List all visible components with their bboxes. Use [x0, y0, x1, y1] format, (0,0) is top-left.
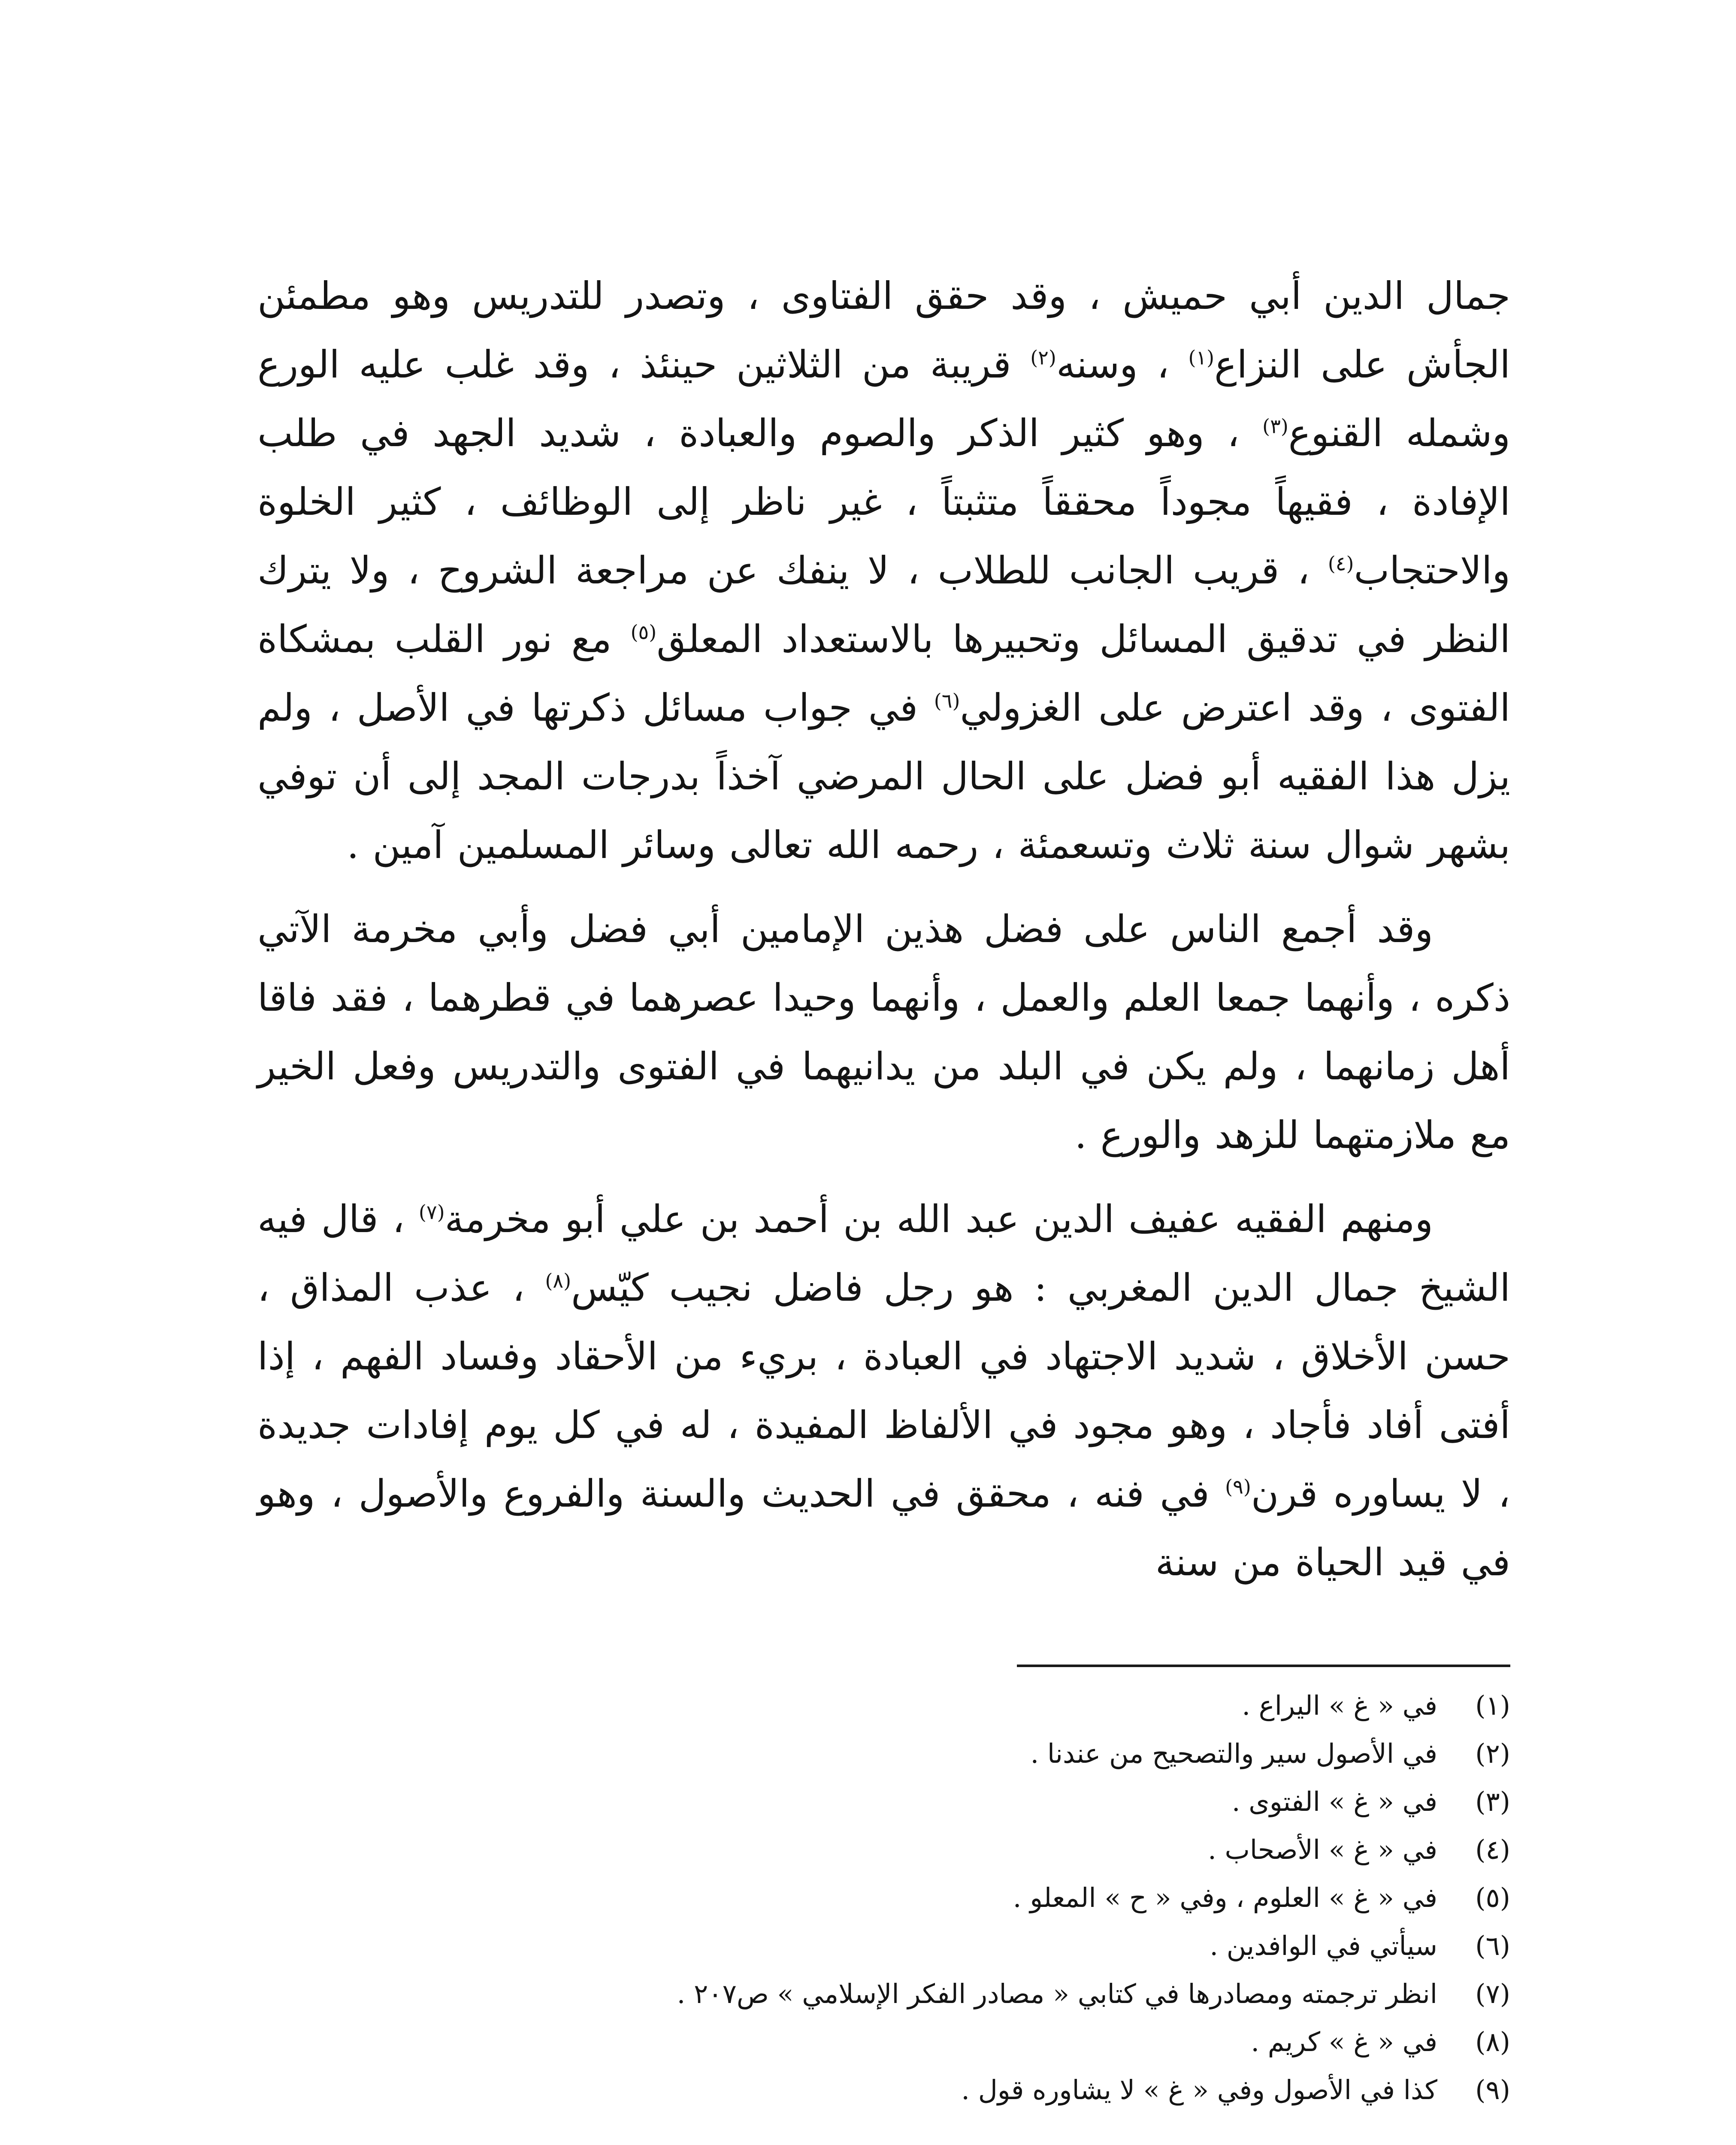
footnote-text: في « غ » اليراع . — [1242, 1690, 1437, 1721]
footnote-item — [257, 1826, 1510, 1874]
paragraph-text: ومنهم الفقيه عفيف الدين عبد الله بن أحمد بن علي أبو مخرمة — [445, 1197, 1434, 1241]
footnote-number: (١) — [1475, 1690, 1510, 1721]
paragraph-text: في جواب مسائل ذكرتها في الأصل ، ولم يزل هذا الفقيه أبو فضل على الحال المرضي آخذاً بدرجات المجد إلى أن توفي بشهر شوال سنة ثلاث وتسعمئة ، رحمه الله تعالى وسائر المسلمين آمين . — [257, 686, 1510, 867]
footnote-reference: (٦) — [934, 689, 960, 713]
footnote-item — [257, 1778, 1510, 1826]
footnote-reference: (٨) — [545, 1269, 572, 1293]
footnote-reference: (٧) — [418, 1200, 445, 1224]
paragraph — [257, 895, 1510, 1169]
paragraph-text: ، قريب الجانب للطلاب ، لا ينفك عن مراجعة الشروح ، ولا يترك النظر في تدقيق المسائل وتحبيرها بالاستعداد المعلق — [257, 548, 1510, 661]
footnote-reference: (٩) — [1225, 1475, 1251, 1498]
footnote-reference: (٣) — [1262, 414, 1288, 438]
footnote-reference: (٥) — [630, 620, 657, 644]
paragraph — [257, 1185, 1510, 1597]
footnote-text: كذا في الأصول وفي « غ » لا يشاوره قول . — [961, 2074, 1437, 2106]
paragraph-text: وقد أجمع الناس على فضل هذين الإمامين أبي فضل وأبي مخرمة الآتي ذكره ، وأنهما جمعا العلم والعمل ، وأنهما وحيدا عصرهما في قطرهما ، فقد فاقا أهل زمانهما ، ولم يكن في البلد من يدانيهما في الفتوى والتدريس وفعل الخير مع ملازمتهما للزهد والورع . — [257, 907, 1511, 1157]
footnote-text: في « غ » كريم . — [1251, 2026, 1437, 2057]
paragraph-text: ، قال فيه الشيخ جمال الدين المغربي : هو رجل فاضل نجيب كيّس — [257, 1197, 1510, 1310]
footnote-item — [257, 1730, 1510, 1778]
footnote-number: (٧) — [1475, 1978, 1510, 2009]
paragraph-text: في فنه ، محقق في الحديث والسنة والفروع والأصول ، وهو في قيد الحياة من سنة — [257, 1471, 1510, 1584]
footnote-item — [257, 2018, 1510, 2066]
footnote-text: في « غ » العلوم ، وفي « ح » المعلو . — [1013, 1882, 1437, 1913]
footnote-item — [257, 1682, 1510, 1730]
paragraph-text: ، وهو كثير الذكر والصوم والعبادة ، شديد الجهد في طلب الإفادة ، فقيهاً مجوداً محققاً متثبتاً ، غير ناظر إلى الوظائف ، كثير الخلوة والاحتجاب — [257, 411, 1510, 592]
paragraph-text: ، عذب المذاق ، حسن الأخلاق ، شديد الاجتهاد في العبادة ، بريء من الأحقاد وفساد الفهم ، إذا أفتى أفاد فأجاد ، وهو مجود في الألفاظ المفيدة ، له في كل يوم إفادات جديدة ، لا يساوره قرن — [257, 1266, 1510, 1516]
paragraph-text: مع نور القلب بمشكاة الفتوى ، وقد اعترض على الغزولي — [257, 617, 1510, 730]
footnote-number: (٨) — [1475, 2026, 1510, 2057]
footnote-item — [257, 2066, 1510, 2114]
footnote-reference: (٤) — [1328, 552, 1354, 575]
paragraph-text: ، وسنه — [1056, 342, 1189, 387]
footnote-item — [257, 1874, 1510, 1922]
footnote-text: في « غ » الفتوى . — [1231, 1786, 1437, 1817]
footnote-reference: (١) — [1188, 346, 1215, 369]
footnote-divider — [1017, 1665, 1510, 1667]
footnote-text: في الأصول سير والتصحيح من عندنا . — [1030, 1738, 1437, 1769]
footnote-text: سيأتي في الوافدين . — [1210, 1930, 1437, 1961]
paragraph-text: جمال الدين أبي حميش ، وقد حقق الفتاوى ، وتصدر للتدريس وهو مطمئن الجأش على النزاع — [257, 274, 1510, 387]
footnote-number: (٦) — [1475, 1930, 1510, 1961]
footnote-number: (٣) — [1475, 1786, 1510, 1817]
footnotes-list — [257, 1682, 1510, 2114]
footnote-item — [257, 1970, 1510, 2018]
main-text — [257, 262, 1510, 1597]
footnote-number: (٤) — [1475, 1834, 1510, 1865]
footnote-number: (٥) — [1475, 1882, 1510, 1913]
footnote-text: انظر ترجمته ومصادرها في كتابي « مصادر الفكر الإسلامي » ص٢٠٧ . — [677, 1978, 1437, 2009]
footnote-text: في « غ » الأصحاب . — [1208, 1834, 1437, 1865]
footnote-number: (٢) — [1475, 1738, 1510, 1769]
footnote-number: (٩) — [1475, 2074, 1510, 2106]
footnote-item — [257, 1922, 1510, 1970]
footnote-reference: (٢) — [1030, 346, 1056, 369]
paragraph-text: قريبة من الثلاثين حينئذ ، وقد غلب عليه الورع وشمله القنوع — [257, 342, 1510, 455]
paragraph — [257, 262, 1510, 879]
